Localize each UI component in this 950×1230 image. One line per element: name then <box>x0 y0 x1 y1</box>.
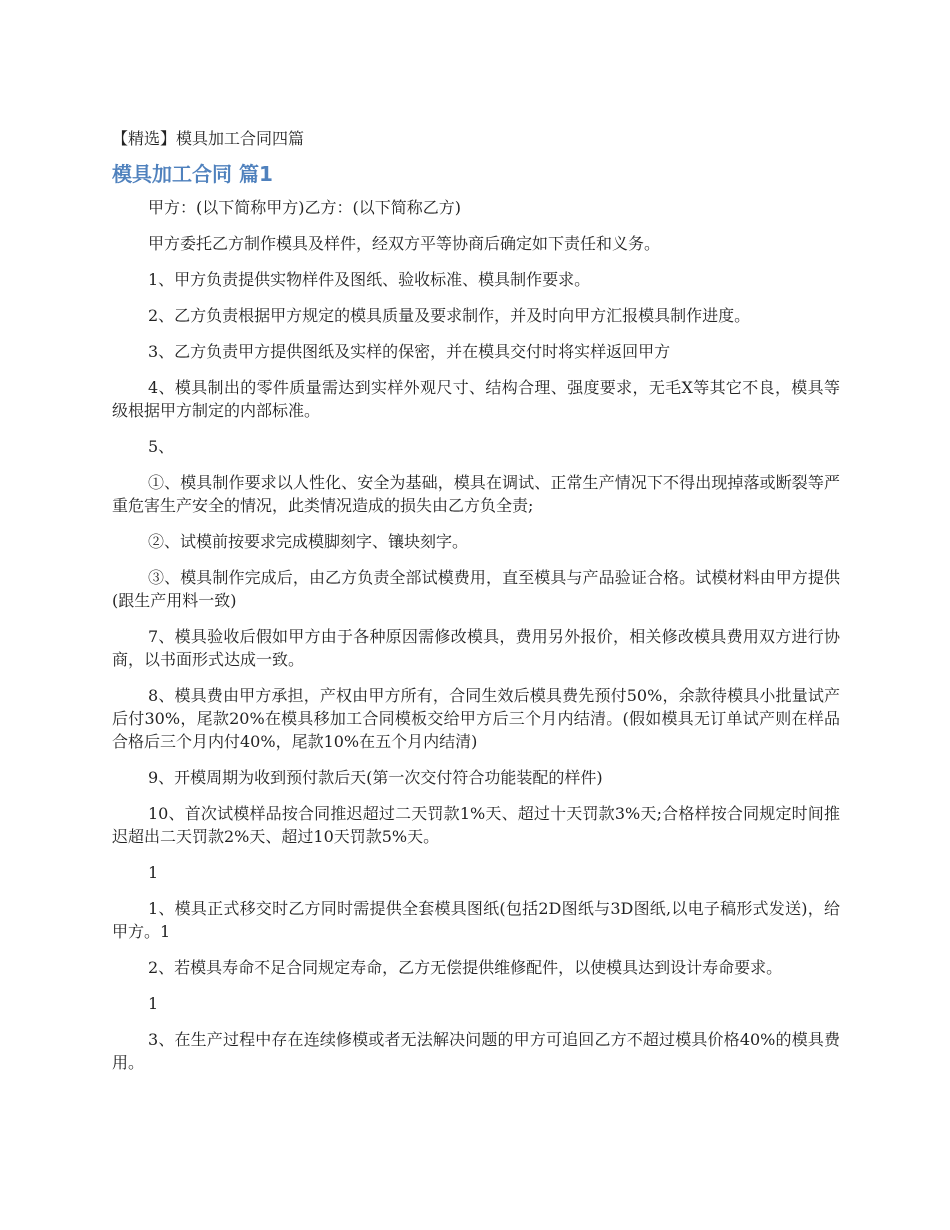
clause-4: 4、模具制出的零件质量需达到实样外观尺寸、结构合理、强度要求，无毛X等其它不良，模具等级根据甲方制定的内部标准。 <box>112 378 840 420</box>
clause-5-item-3: ③、模具制作完成后，由乙方负责全部试模费用，直至模具与产品验证合格。试模材料由甲方提供(跟生产用料一致) <box>112 568 840 610</box>
clause-5: 5、 <box>148 437 175 456</box>
party-line: 甲方：(以下简称甲方)乙方：(以下简称乙方) <box>148 198 461 217</box>
document-title: 【精选】模具加工合同四篇 <box>112 129 305 148</box>
clause-5-item-1: ①、模具制作要求以人性化、安全为基础，模具在调试、正常生产情况下不得出现掉落或断裂等严重危害生产安全的情况，此类情况造成的损失由乙方负全责; <box>112 473 840 515</box>
sub-clause-3: 3、在生产过程中存在连续修模或者无法解决问题的甲方可追回乙方不超过模具价格40%的模具费用。 <box>112 1030 840 1072</box>
clause-9: 9、开模周期为收到预付款后天(第一次交付符合功能装配的样件) <box>148 768 603 787</box>
sub-number-1: 1 <box>148 863 159 882</box>
intro-paragraph: 甲方委托乙方制作模具及样件，经双方平等协商后确定如下责任和义务。 <box>148 234 661 253</box>
section-heading: 模具加工合同 篇1 <box>112 162 273 186</box>
sub-number-2: 1 <box>148 994 159 1013</box>
clause-5-item-2: ②、试模前按要求完成模脚刻字、镶块刻字。 <box>148 532 469 551</box>
clause-8: 8、模具费由甲方承担，产权由甲方所有，合同生效后模具费先预付50%，余款待模具小批量试产后付30%，尾款20%在模具移加工合同模板交给甲方后三个月内结清。(假如模具无订单试产则在样品合格后三个月内付40%，尾款10%在五个月内结清) <box>112 686 840 751</box>
clause-1: 1、甲方负责提供实物样件及图纸、验收标准、模具制作要求。 <box>148 270 591 289</box>
clause-10: 10、首次试模样品按合同推迟超过二天罚款1%天、超过十天罚款3%天;合格样按合同规定时间推迟超出二天罚款2%天、超过10天罚款5%天。 <box>112 804 840 846</box>
clause-7: 7、模具验收后假如甲方由于各种原因需修改模具，费用另外报价，相关修改模具费用双方进行协商，以书面形式达成一致。 <box>112 627 840 669</box>
document-page <box>112 128 840 1087</box>
clause-2: 2、乙方负责根据甲方规定的模具质量及要求制作，并及时向甲方汇报模具制作进度。 <box>148 306 751 325</box>
sub-clause-2: 2、若模具寿命不足合同规定寿命，乙方无偿提供维修配件，以使模具达到设计寿命要求。 <box>148 958 783 977</box>
sub-clause-1: 1、模具正式移交时乙方同时需提供全套模具图纸(包括2D图纸与3D图纸,以电子稿形式发送)，给甲方。1 <box>112 899 840 941</box>
clause-3: 3、乙方负责甲方提供图纸及实样的保密，并在模具交付时将实样返回甲方 <box>148 342 671 361</box>
